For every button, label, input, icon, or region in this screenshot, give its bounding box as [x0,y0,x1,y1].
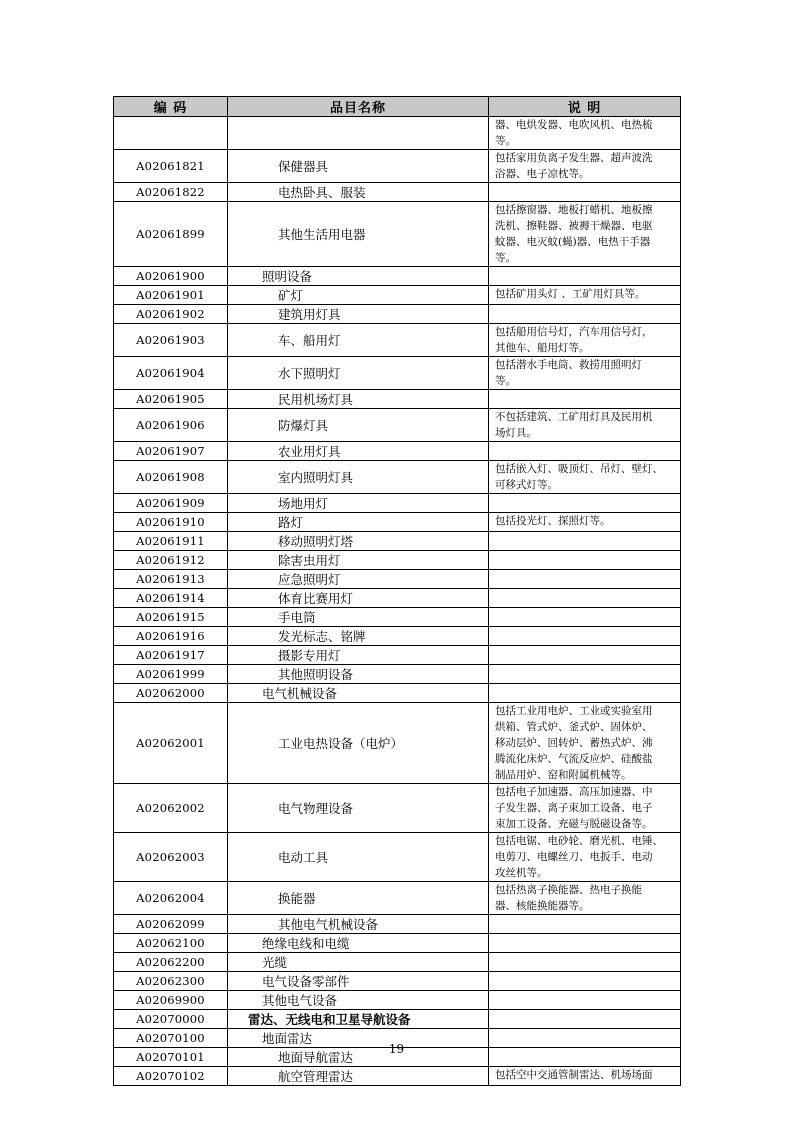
row-name: 摄影专用灯 [228,646,489,665]
row-code: A02061907 [114,442,228,461]
row-code: A02061821 [114,150,228,183]
row-name: 手电筒 [228,608,489,627]
row-code: A02062099 [114,915,228,934]
row-name: 照明设备 [228,267,489,286]
row-code: A02061900 [114,267,228,286]
row-description [489,953,681,972]
row-code: A02070102 [114,1067,228,1086]
row-description: 包括电子加速器、高压加速器、中 子发生器、离子束加工设备、电子 束加工设备、充磁与脱磁设备等。 [489,784,681,833]
row-code: A02062004 [114,882,228,915]
row-code: A02070100 [114,1029,228,1048]
row-name: 水下照明灯 [228,357,489,390]
row-code: A02061912 [114,551,228,570]
row-description: 包括电锯、电砂轮、磨光机、电锤、 电剪刀、电螺丝刀、电扳手、电动 攻丝机等。 [489,833,681,882]
row-name: 电热卧具、服装 [228,183,489,202]
row-name: 其他照明设备 [228,665,489,684]
row-description [489,991,681,1010]
row-name: 航空管理雷达 [228,1067,489,1086]
catalog-table-container [113,96,680,1086]
table-row [114,589,681,608]
row-name: 防爆灯具 [228,409,489,442]
header-desc: 说 明 [489,97,681,117]
row-description [489,589,681,608]
row-description [489,934,681,953]
table-row [114,665,681,684]
table-row [114,150,681,183]
row-name: 发光标志、铭牌 [228,627,489,646]
row-code: A02061904 [114,357,228,390]
row-name: 地面导航雷达 [228,1048,489,1067]
row-name: 电气设备零部件 [228,972,489,991]
table-row [114,532,681,551]
row-description [489,551,681,570]
row-code: A02061901 [114,286,228,305]
table-row [114,646,681,665]
row-code: A02061902 [114,305,228,324]
table-row [114,882,681,915]
row-name: 民用机场灯具 [228,390,489,409]
table-row [114,991,681,1010]
header-name: 品目名称 [228,97,489,117]
row-description [489,494,681,513]
row-name: 农业用灯具 [228,442,489,461]
catalog-table [113,96,681,1086]
table-row [114,833,681,882]
table-row [114,915,681,934]
row-name: 工业电热设备（电炉） [228,703,489,784]
row-description [489,627,681,646]
page-number: 19 [388,1042,405,1056]
table-row [114,570,681,589]
table-row [114,442,681,461]
table-row [114,551,681,570]
row-description: 包括矿用头灯 、工矿用灯具等。 [489,286,681,305]
table-header-row [114,97,681,117]
row-description [489,532,681,551]
row-description: 包括投光灯、探照灯等。 [489,513,681,532]
row-code [114,117,228,150]
table-row [114,627,681,646]
table-row [114,324,681,357]
row-code: A02061911 [114,532,228,551]
row-description [489,1010,681,1029]
row-code: A02061913 [114,570,228,589]
row-code: A02062002 [114,784,228,833]
row-code: A02069900 [114,991,228,1010]
row-description [489,183,681,202]
row-code: A02061909 [114,494,228,513]
table-row [114,972,681,991]
row-name: 其他电气设备 [228,991,489,1010]
row-code: A02061999 [114,665,228,684]
table-row [114,684,681,703]
row-name: 矿灯 [228,286,489,305]
row-name: 其他生活用电器 [228,202,489,267]
row-description [489,684,681,703]
table-row [114,202,681,267]
row-name: 除害虫用灯 [228,551,489,570]
row-code: A02070000 [114,1010,228,1029]
row-code: A02061822 [114,183,228,202]
row-code: A02061910 [114,513,228,532]
row-description [489,646,681,665]
row-code: A02061899 [114,202,228,267]
row-code: A02070101 [114,1048,228,1067]
table-row [114,286,681,305]
table-row [114,461,681,494]
row-description [489,442,681,461]
row-description [489,665,681,684]
row-name [228,117,489,150]
row-name: 雷达、无线电和卫星导航设备 [228,1010,489,1029]
table-row [114,934,681,953]
table-row [114,703,681,784]
row-description: 器、电烘发器、电吹风机、电热梳 等。 [489,117,681,150]
row-code: A02062200 [114,953,228,972]
row-description [489,608,681,627]
table-row [114,183,681,202]
row-code: A02061905 [114,390,228,409]
row-name: 路灯 [228,513,489,532]
table-row [114,267,681,286]
row-description: 包括空中交通管制雷达、机场场面 [489,1067,681,1086]
row-code: A02061915 [114,608,228,627]
table-row [114,494,681,513]
table-row [114,1067,681,1086]
row-name: 换能器 [228,882,489,915]
table-row [114,305,681,324]
row-name: 室内照明灯具 [228,461,489,494]
row-code: A02062001 [114,703,228,784]
table-row [114,784,681,833]
row-code: A02061917 [114,646,228,665]
table-row [114,513,681,532]
row-name: 体育比赛用灯 [228,589,489,608]
row-description [489,570,681,589]
row-name: 车、船用灯 [228,324,489,357]
row-name: 光缆 [228,953,489,972]
row-code: A02061914 [114,589,228,608]
row-description: 包括家用负离子发生器、超声波洗 浴器、电子凉枕等。 [489,150,681,183]
row-code: A02062003 [114,833,228,882]
row-name: 保健器具 [228,150,489,183]
row-code: A02062100 [114,934,228,953]
row-description: 包括工业用电炉、工业或实验室用 烘箱、管式炉、釜式炉、固体炉、 移动层炉、回转炉、蓄热式炉、沸 腾流化床炉、气流反应炉、硅酸盐 制品用炉、窑和附属机械等。 [489,703,681,784]
row-description: 不包括建筑、工矿用灯具及民用机 场灯具。 [489,409,681,442]
table-row [114,357,681,390]
row-description: 包括船用信号灯，汽车用信号灯， 其他车、船用灯等。 [489,324,681,357]
table-row [114,390,681,409]
row-description: 包括嵌入灯、吸顶灯、吊灯、壁灯、 可移式灯等。 [489,461,681,494]
row-name: 建筑用灯具 [228,305,489,324]
row-name: 地面雷达 [228,1029,489,1048]
row-description: 包括擦窗器、地板打蜡机、地板擦 洗机、擦鞋器、被褥干燥器、电驱 蚊器、电灭蚊(蝇)器、电热干手器 等。 [489,202,681,267]
table-row [114,953,681,972]
header-code: 编 码 [114,97,228,117]
row-description: 包括潜水手电筒、救捞用照明灯 等。 [489,357,681,390]
row-name: 绝缘电线和电缆 [228,934,489,953]
row-name: 电气机械设备 [228,684,489,703]
row-code: A02062300 [114,972,228,991]
row-description [489,972,681,991]
table-body [114,117,681,1086]
row-code: A02061916 [114,627,228,646]
row-name: 应急照明灯 [228,570,489,589]
row-description: 包括热离子换能器、热电子换能 器、核能换能器等。 [489,882,681,915]
row-description [489,305,681,324]
row-description [489,267,681,286]
row-name: 场地用灯 [228,494,489,513]
row-code: A02061906 [114,409,228,442]
row-code: A02061903 [114,324,228,357]
table-row [114,1010,681,1029]
row-code: A02062000 [114,684,228,703]
row-code: A02061908 [114,461,228,494]
row-description [489,915,681,934]
row-name: 电气物理设备 [228,784,489,833]
row-name: 移动照明灯塔 [228,532,489,551]
table-row [114,117,681,150]
row-name: 电动工具 [228,833,489,882]
row-name: 其他电气机械设备 [228,915,489,934]
table-row [114,608,681,627]
table-row [114,409,681,442]
row-description [489,390,681,409]
